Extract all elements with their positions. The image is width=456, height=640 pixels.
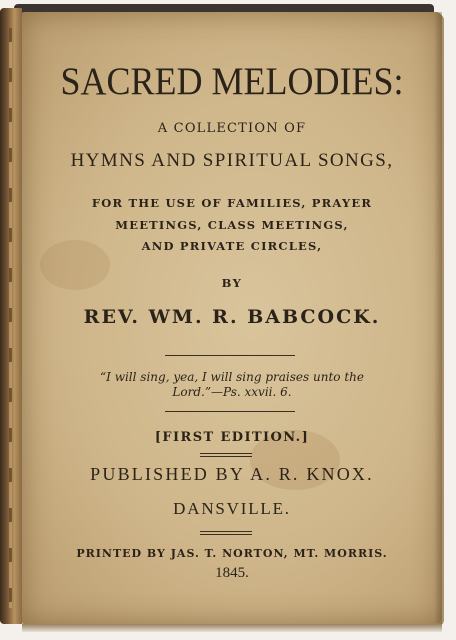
author-name: REV. WM. R. BABCOCK. (83, 306, 381, 328)
double-rule (200, 534, 252, 535)
edition-label: [FIRST EDITION.] (154, 430, 310, 445)
epigraph-line-2: Lord.”—Ps. xxvii. 6. (172, 385, 292, 399)
purpose-line-1: FOR THE USE OF FAMILIES, PRAYER (91, 196, 373, 210)
page-bottom-edge (22, 624, 442, 632)
subtitle-line-2: HYMNS AND SPIRITUAL SONGS, (70, 150, 394, 171)
double-rule (200, 453, 252, 454)
book-spine (0, 8, 22, 624)
purpose-line-3: AND PRIVATE CIRCLES, (141, 239, 323, 253)
double-rule (200, 531, 252, 532)
double-rule (200, 456, 252, 457)
publication-year: 1845. (215, 565, 249, 581)
purpose-line-2: MEETINGS, CLASS MEETINGS, (115, 218, 349, 232)
printer-line: PRINTED BY JAS. T. NORTON, MT. MORRIS. (76, 547, 388, 560)
divider-rule (165, 411, 295, 412)
by-label: BY (221, 276, 243, 290)
epigraph-line-1: “I will sing, yea, I will sing praises unto the (100, 370, 364, 384)
publisher-line: PUBLISHED BY A. R. KNOX. (90, 464, 374, 484)
divider-rule (165, 355, 295, 356)
book-title: SACRED MELODIES: (60, 59, 404, 103)
subtitle-line-1: A COLLECTION OF (157, 121, 307, 136)
publication-city: DANSVILLE. (173, 499, 291, 518)
